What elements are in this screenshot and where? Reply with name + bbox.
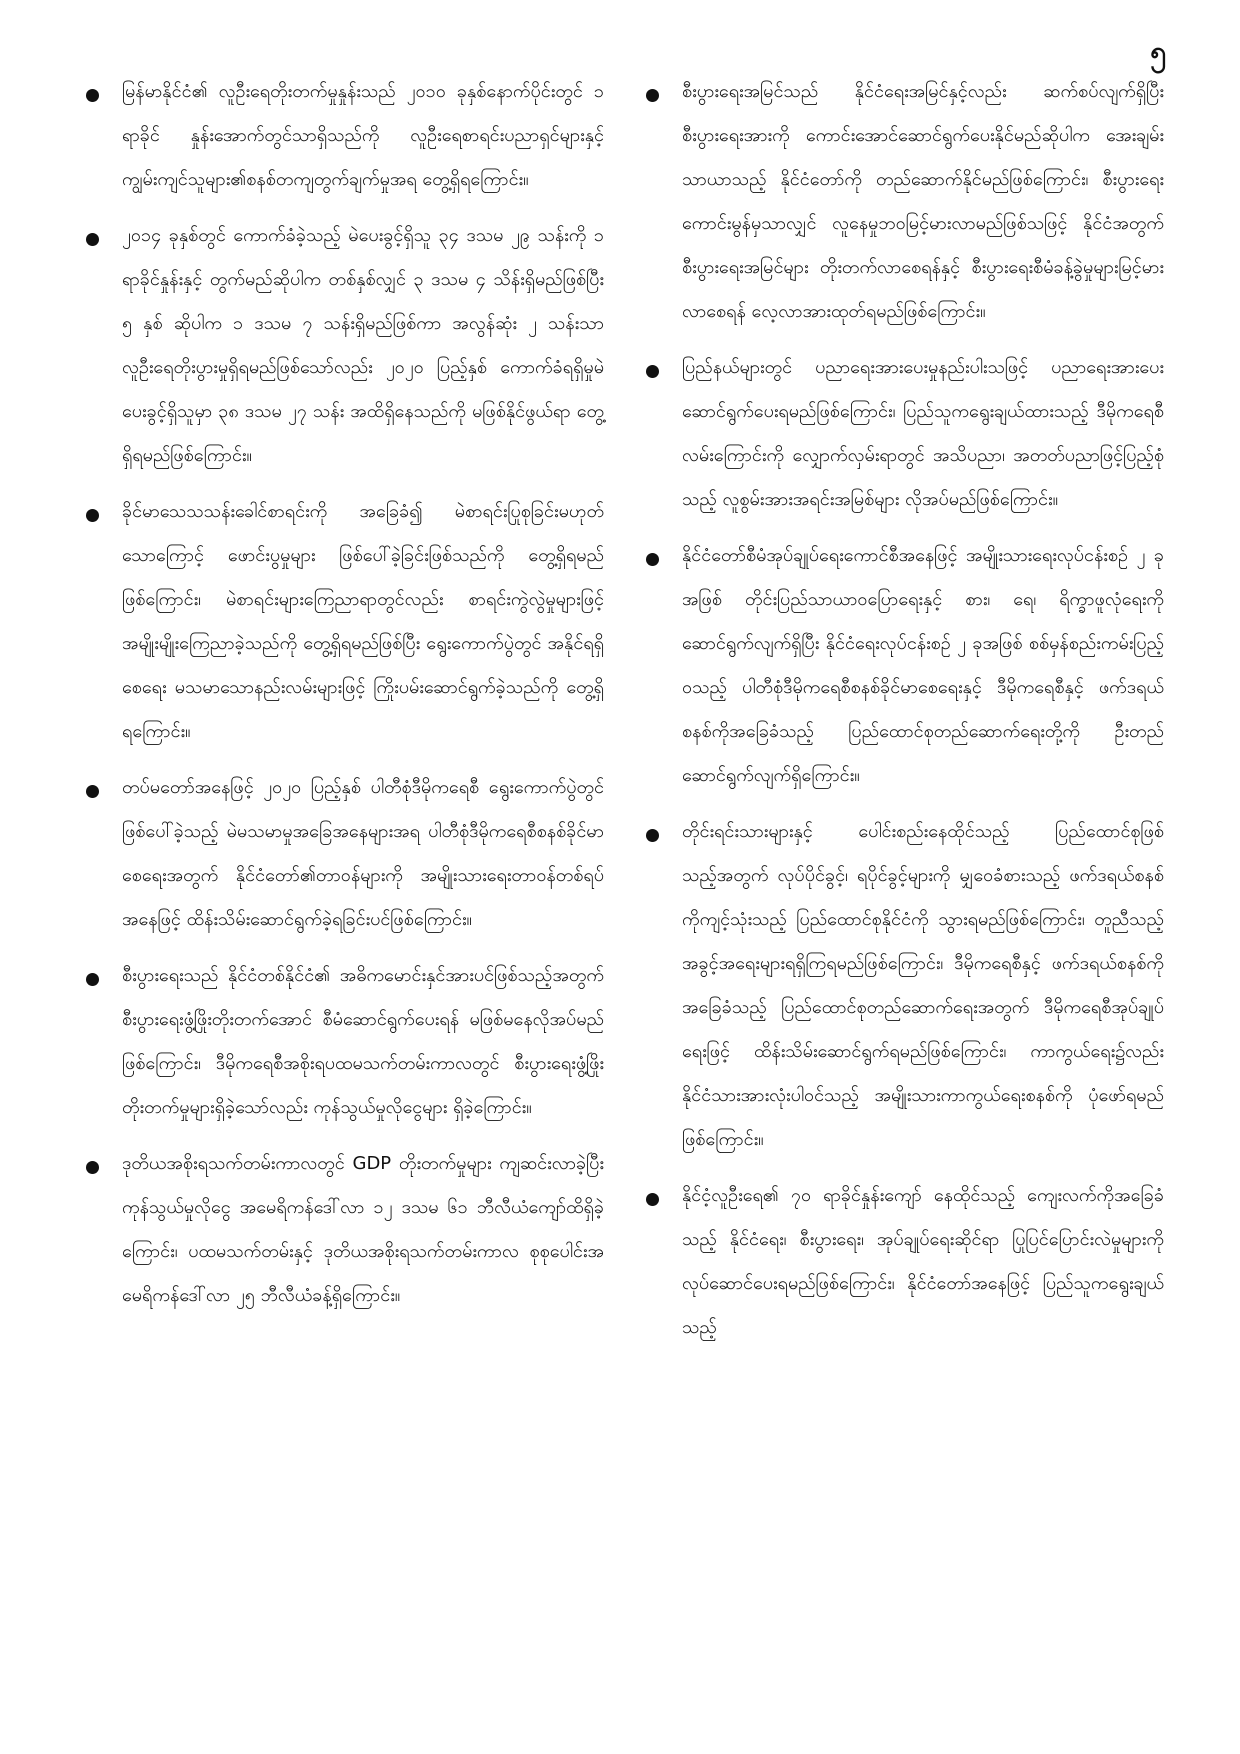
list-item [86, 766, 604, 942]
two-column-body [86, 70, 1164, 1710]
list-item-text: မြန်မာနိုင်ငံ၏ လူဦးရေတိုးတက်မှုနှုန်းသည် ၂၀၁၀ ခုနှစ်နောက်ပိုင်းတွင် ၁ ရာခိုင် နှုန်းအောက်တွင်သာရှိသည်ကို လူဦးရေစာရင်းပညာရှင်များနှင့် ကျွမ်းကျင်သူများ၏စနစ်တကျတွက်ချက်မှုအရ တွေ့ရှိရကြောင်း။ [122, 81, 604, 190]
bullet-icon [86, 214, 122, 246]
list-item [646, 534, 1164, 798]
page-number: ၅ [1150, 35, 1166, 68]
list-item [646, 346, 1164, 522]
list-item [86, 1142, 604, 1318]
right-column [646, 70, 1164, 1710]
bullet-icon [646, 810, 682, 842]
list-item-text: စီးပွားရေးအမြင်သည် နိုင်ငံရေးအမြင်နှင့်လည်း ဆက်စပ်လျက်ရှိပြီး စီးပွားရေးအားကို ကောင်းအောင်ဆောင်ရွက်ပေးနိုင်မည်ဆိုပါက အေးချမ်းသာယာသည့် နိုင်ငံတော်ကို တည်ဆောက်နိုင်မည်ဖြစ်ကြောင်း၊ စီးပွားရေးကောင်းမွန်မှသာလျှင် လူနေမှုဘဝမြင့်မားလာမည်ဖြစ်သဖြင့် နိုင်ငံအတွက် စီးပွားရေးအမြင်များ တိုးတက်လာစေရန်နှင့် စီးပွားရေးစီမံခန့်ခွဲမှုများမြင့်မားလာစေရန် လေ့လာအားထုတ်ရမည်ဖြစ်ကြောင်း။ [682, 81, 1164, 322]
list-item-text: ဒုတိယအစိုးရသက်တမ်းကာလတွင် GDP တိုးတက်မှုများ ကျဆင်းလာခဲ့ပြီး ကုန်သွယ်မှုလိုငွေ အမေရိကန်ဒေါ်လာ ၁၂ ဒသမ ၆၁ ဘီလီယံကျော်ထိရှိခဲ့ကြောင်း၊ ပထမသက်တမ်းနှင့် ဒုတိယအစိုးရသက်တမ်းကာလ စုစုပေါင်းအမေရိကန်ဒေါ်လာ ၂၅ ဘီလီယံခန့်ရှိကြောင်း။ [122, 1153, 604, 1306]
left-column [86, 70, 604, 1710]
list-item [646, 70, 1164, 334]
list-item-text: ခိုင်မာသေသသန်းခေါင်စာရင်းကို အခြေခံ၍ မဲစာရင်းပြုစုခြင်းမဟုတ်သောကြောင့် ဖောင်းပွမှုများ ဖြစ်ပေါ်ခဲ့ခြင်းဖြစ်သည်ကို တွေ့ရှိရမည်ဖြစ်ကြောင်း၊ မဲစာရင်းများကြေညာရာတွင်လည်း စာရင်းကွဲလွဲမှုများဖြင့် အမျိုးမျိုးကြေညာခဲ့သည်ကို တွေ့ရှိရမည်ဖြစ်ပြီး ရွေးကောက်ပွဲတွင် အနိုင်ရရှိစေရေး မသမာသောနည်းလမ်းများဖြင့် ကြိုးပမ်းဆောင်ရွက်ခဲ့သည်ကို တွေ့ရှိရကြောင်း။ [122, 501, 604, 742]
list-item-text: ၂၀၁၄ ခုနှစ်တွင် ကောက်ခံခဲ့သည့် မဲပေးခွင့်ရှိသူ ၃၄ ဒသမ ၂၉ သန်းကို ၁ ရာခိုင်နှုန်းနှင့် တွက်မည်ဆိုပါက တစ်နှစ်လျှင် ၃ ဒသမ ၄ သိန်းရှိမည်ဖြစ်ပြီး ၅ နှစ် ဆိုပါက ၁ ဒသမ ၇ သန်းရှိမည်ဖြစ်ကာ အလွန်ဆုံး ၂ သန်းသာ လူဦးရေတိုးပွားမှုရှိရမည်ဖြစ်သော်လည်း ၂၀၂၀ ပြည့်နှစ် ကောက်ခံရရှိမှုမဲပေးခွင့်ရှိသူမှာ ၃၈ ဒသမ ၂၇ သန်း အထိရှိနေသည်ကို မဖြစ်နိုင်ဖွယ်ရာ တွေ့ရှိရမည်ဖြစ်ကြောင်း။ [122, 225, 604, 466]
bullet-icon [646, 70, 682, 102]
list-item [86, 214, 604, 478]
list-item [86, 490, 604, 754]
list-item [86, 70, 604, 202]
list-item [646, 810, 1164, 1162]
list-item-text: နိုင်ငံတော်စီမံအုပ်ချုပ်ရေးကောင်စီအနေဖြင့် အမျိုးသားရေးလုပ်ငန်းစဉ် ၂ ခု အဖြစ် တိုင်းပြည်သာယာဝပြောရေးနှင့် စား၊ ရေ၊ ရိက္ခာဖူလုံရေးကို ဆောင်ရွက်လျက်ရှိပြီး နိုင်ငံရေးလုပ်ငန်းစဉ် ၂ ခုအဖြစ် စစ်မှန်စည်းကမ်းပြည့်ဝသည့် ပါတီစုံဒီမိုကရေစီစနစ်ခိုင်မာစေရေးနှင့် ဒီမိုကရေစီနှင့် ဖက်ဒရယ်စနစ်ကိုအခြေခံသည့် ပြည်ထောင်စုတည်ဆောက်ရေးတို့ကို ဦးတည်ဆောင်ရွက်လျက်ရှိကြောင်း။ [682, 545, 1164, 786]
bullet-icon [86, 1142, 122, 1174]
bullet-icon [646, 346, 682, 378]
list-item-text: တပ်မတော်အနေဖြင့် ၂၀၂၀ ပြည့်နှစ် ပါတီစုံဒီမိုကရေစီ ရွေးကောက်ပွဲတွင် ဖြစ်ပေါ်ခဲ့သည့် မဲမသမာမှုအခြေအနေများအရ ပါတီစုံဒီမိုကရေစီစနစ်ခိုင်မာစေရေးအတွက် နိုင်ငံတော်၏တာဝန်များကို အမျိုးသားရေးတာဝန်တစ်ရပ်အနေဖြင့် ထိန်းသိမ်းဆောင်ရွက်ခဲ့ရခြင်းပင်ဖြစ်ကြောင်း။ [122, 777, 604, 930]
bullet-icon [86, 954, 122, 986]
list-item [86, 954, 604, 1130]
list-item-text: စီးပွားရေးသည် နိုင်ငံတစ်နိုင်ငံ၏ အဓိကမောင်းနှင်အားပင်ဖြစ်သည့်အတွက် စီးပွားရေးဖွံ့ဖြိုးတိုးတက်အောင် စီမံဆောင်ရွက်ပေးရန် မဖြစ်မနေလိုအပ်မည်ဖြစ်ကြောင်း၊ ဒီမိုကရေစီအစိုးရပထမသက်တမ်းကာလတွင် စီးပွားရေးဖွံ့ဖြိုးတိုးတက်မှုများရှိခဲ့သော်လည်း ကုန်သွယ်မှုလိုငွေများ ရှိခဲ့ကြောင်း။ [122, 965, 604, 1118]
list-item-text: တိုင်းရင်းသားများနှင့် ပေါင်းစည်းနေထိုင်သည့် ပြည်ထောင်စုဖြစ်သည့်အတွက် လုပ်ပိုင်ခွင့်၊ ရပိုင်ခွင့်များကို မျှဝေခံစားသည့် ဖက်ဒရယ်စနစ်ကိုကျင့်သုံးသည့် ပြည်ထောင်စုနိုင်ငံကို သွားရမည်ဖြစ်ကြောင်း၊ တူညီသည့်အခွင့်အရေးများရရှိကြရမည်ဖြစ်ကြောင်း၊ ဒီမိုကရေစီနှင့် ဖက်ဒရယ်စနစ်ကို အခြေခံသည့် ပြည်ထောင်စုတည်ဆောက်ရေးအတွက် ဒီမိုကရေစီအုပ်ချုပ်ရေးဖြင့် ထိန်းသိမ်းဆောင်ရွက်ရမည်ဖြစ်ကြောင်း၊ ကာကွယ်ရေး၌လည်း နိုင်ငံသားအားလုံးပါဝင်သည့် အမျိုးသားကာကွယ်ရေးစနစ်ကို ပုံဖော်ရမည်ဖြစ်ကြောင်း။ [682, 821, 1164, 1150]
list-item-text: နိုင်ငံ့လူဦးရေ၏ ၇၀ ရာခိုင်နှုန်းကျော် နေထိုင်သည့် ကျေးလက်ကိုအခြေခံသည့် နိုင်ငံရေး၊ စီးပွားရေး၊ အုပ်ချုပ်ရေးဆိုင်ရာ ပြုပြင်ပြောင်းလဲမှုများကို လုပ်ဆောင်ပေးရမည်ဖြစ်ကြောင်း၊ နိုင်ငံတော်အနေဖြင့် ပြည်သူကရွေးချယ်သည့် [682, 1185, 1164, 1338]
bullet-icon [86, 766, 122, 798]
bullet-icon [86, 70, 122, 102]
bullet-icon [646, 534, 682, 566]
list-item [646, 1174, 1164, 1350]
bullet-icon [646, 1174, 682, 1206]
list-item-text: ပြည်နယ်များတွင် ပညာရေးအားပေးမှုနည်းပါးသဖြင့် ပညာရေးအားပေးဆောင်ရွက်ပေးရမည်ဖြစ်ကြောင်း၊ ပြည်သူကရွေးချယ်ထားသည့် ဒီမိုကရေစီလမ်းကြောင်းကို လျှောက်လှမ်းရာတွင် အသိပညာ၊ အတတ်ပညာဖြင့်ပြည့်စုံသည့် လူစွမ်းအားအရင်းအမြစ်များ လိုအပ်မည်ဖြစ်ကြောင်း။ [682, 357, 1164, 510]
bullet-icon [86, 490, 122, 522]
